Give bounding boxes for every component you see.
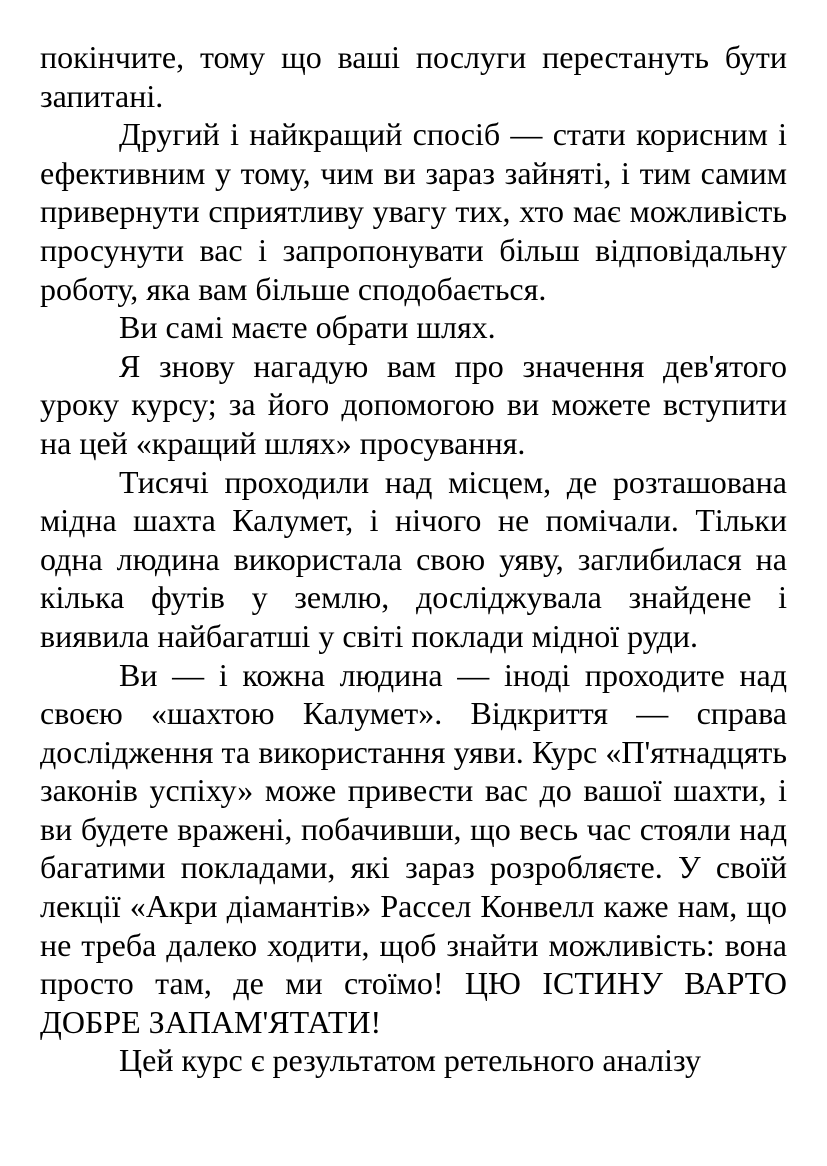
paragraph-course-result: Цей курс є результатом ретельного аналізу xyxy=(119,1042,701,1079)
paragraph-calumet-mine: Тисячі проходили над місцем, де розташована мідна шахта Калумет, і нічого не помічали. Тільки одна людина використала свою уяву, заглибилася на кілька футів у землю, досліджувала знайдене і виявила найбагатші у світі поклади мідної руди. xyxy=(40,463,787,654)
paragraph-choose-path: Ви самі маєте обрати шлях. xyxy=(119,309,496,346)
paragraph-second-way: Другий і найкращий спосіб — стати корисним і ефективним у тому, чим ви зараз зайняті, і тим самим привернути сприятливу увагу тих, хто має можливість просунути вас і запропонувати більш відповідальну роботу, яка вам більше сподобається. xyxy=(40,116,787,307)
paragraph-continuation: покінчите, тому що ваші послуги перестануть бути запитані. xyxy=(40,39,787,114)
document-page xyxy=(40,38,787,1080)
paragraph-your-mine: Ви — і кожна людина — іноді проходите над своєю «шахтою Калумет». Відкриття — справа дослідження та використання уяви. Курс «П'ятнадцять законів успіху» може привести вас до вашої шахти, і ви будете вражені, побачивши, що весь час стояли над багатими покладами, які зараз розробляєте. У своїй лекції «Акри діамантів» Рассел Конвелл каже нам, що не треба далеко ходити, щоб знайти можливість: вона просто там, де ми стоїмо! ЦЮ ІСТИНУ ВАРТО ДОБРЕ ЗАПАМ'ЯТАТИ! xyxy=(40,656,787,1040)
paragraph-ninth-lesson: Я знову нагадую вам про значення дев'ятого уроку курсу; за його допомогою ви можете вступити на цей «кращий шлях» просування. xyxy=(40,347,787,461)
